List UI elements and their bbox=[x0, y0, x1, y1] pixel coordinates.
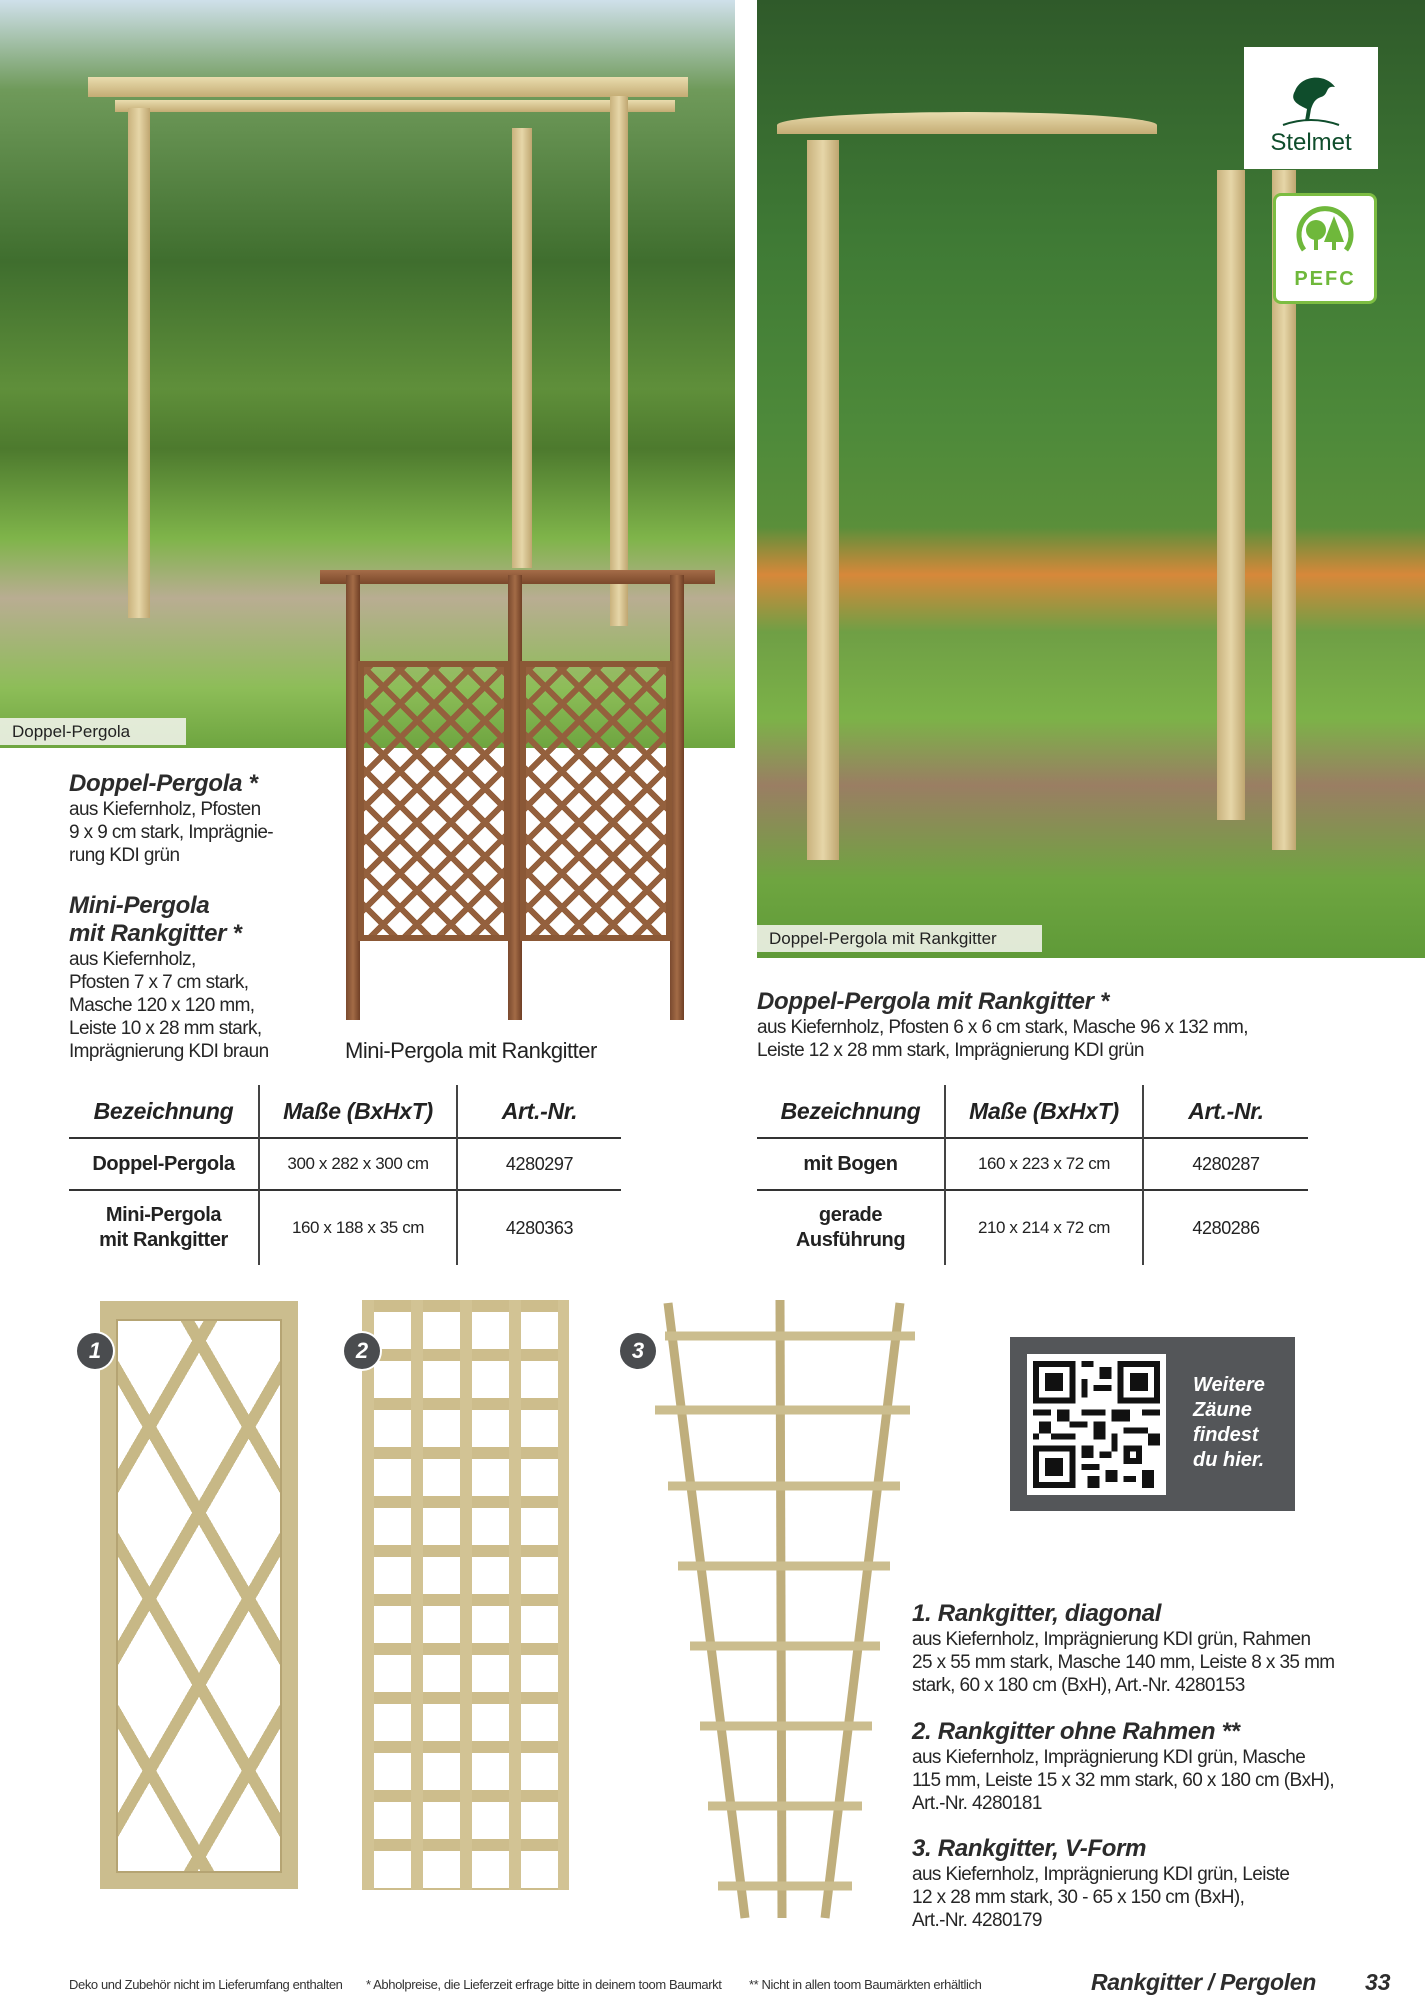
number-badge: 1 bbox=[77, 1333, 113, 1369]
mini-pergola-post bbox=[670, 575, 684, 1020]
qr-text-line: Zäune bbox=[1193, 1399, 1252, 1421]
product-desc-line: rung KDI grün bbox=[69, 845, 180, 866]
mini-pergola-lattice bbox=[520, 661, 672, 941]
cell-name-line: Mini-Pergola bbox=[105, 1204, 222, 1226]
cell-dims: 160 x 223 x 72 cm bbox=[945, 1138, 1143, 1190]
pefc-label: PEFC bbox=[1294, 268, 1356, 290]
cell-art-nr: 4280363 bbox=[457, 1190, 621, 1265]
trellis-title: 1. Rankgitter, diagonal bbox=[912, 1600, 1162, 1627]
cell-name-line: gerade bbox=[818, 1204, 883, 1226]
spec-table-right bbox=[757, 1085, 1308, 1265]
qr-code-icon bbox=[1033, 1360, 1160, 1489]
number-badge: 2 bbox=[344, 1333, 380, 1369]
trellis-desc-line: 115 mm, Leiste 15 x 32 mm stark, 60 x 180 cm (BxH), bbox=[912, 1770, 1335, 1791]
trellis-desc-line: aus Kiefernholz, Imprägnierung KDI grün, Masche bbox=[912, 1747, 1306, 1768]
product-desc-line: 9 x 9 cm stark, Imprägnie- bbox=[69, 822, 274, 843]
product-desc-line: Leiste 10 x 28 mm stark, bbox=[69, 1018, 262, 1039]
qr-code[interactable] bbox=[1027, 1354, 1166, 1495]
product-doppel-pergola bbox=[69, 770, 273, 867]
col-header: Maße (BxHxT) bbox=[945, 1085, 1143, 1138]
product-desc-line: Pfosten 7 x 7 cm stark, bbox=[69, 972, 249, 993]
product-desc-line: aus Kiefernholz, Pfosten bbox=[69, 799, 261, 820]
pergola-post bbox=[128, 108, 150, 618]
spec-table-left bbox=[69, 1085, 621, 1265]
cell-name-line: Ausführung bbox=[795, 1229, 906, 1251]
footer-note-availability: ** Nicht in allen toom Baumärkten erhältlich bbox=[749, 1977, 982, 1992]
section-title: Rankgitter / Pergolen bbox=[1091, 1969, 1317, 1995]
trellis-desc-line: stark, 60 x 180 cm (BxH), Art.-Nr. 4280153 bbox=[912, 1675, 1245, 1696]
photo-caption-doppel-pergola: Doppel-Pergola bbox=[0, 718, 186, 745]
pefc-logo bbox=[1273, 193, 1377, 304]
product-title: Doppel-Pergola mit Rankgitter * bbox=[757, 988, 1110, 1015]
table-row bbox=[757, 1138, 1308, 1190]
product-desc-line: Leiste 12 x 28 mm stark, Imprägnierung KDI grün bbox=[757, 1040, 1144, 1061]
cell-dims: 300 x 282 x 300 cm bbox=[259, 1138, 457, 1190]
arch-post bbox=[1217, 170, 1245, 820]
trellis-desc-line: aus Kiefernholz, Imprägnierung KDI grün, Leiste bbox=[912, 1864, 1290, 1885]
table-row bbox=[69, 1138, 621, 1190]
cell-art-nr: 4280287 bbox=[1143, 1138, 1308, 1190]
tree-icon bbox=[1281, 71, 1341, 127]
col-header: Bezeichnung bbox=[780, 1097, 921, 1124]
product-title: Mini-Pergola bbox=[69, 892, 210, 919]
cell-art-nr: 4280297 bbox=[457, 1138, 621, 1190]
table-row bbox=[69, 1190, 621, 1265]
product-title: mit Rankgitter * bbox=[69, 920, 242, 947]
col-header: Art.-Nr. bbox=[457, 1085, 621, 1138]
qr-code-panel[interactable] bbox=[1010, 1337, 1295, 1511]
trellis-title: 3. Rankgitter, V-Form bbox=[912, 1835, 1147, 1862]
trellis-square-image bbox=[362, 1300, 569, 1890]
trellis-desc-line: 12 x 28 mm stark, 30 - 65 x 150 cm (BxH), bbox=[912, 1887, 1245, 1908]
product-desc-line: Imprägnierung KDI braun bbox=[69, 1041, 269, 1062]
cell-dims: 210 x 214 x 72 cm bbox=[945, 1190, 1143, 1265]
qr-text-line: du hier. bbox=[1193, 1449, 1265, 1471]
product-doppel-pergola-rankgitter bbox=[757, 988, 1248, 1062]
trellis-desc-line: aus Kiefernholz, Imprägnierung KDI grün, Rahmen bbox=[912, 1629, 1311, 1650]
trellis-v-form-image bbox=[650, 1298, 920, 1923]
col-header: Bezeichnung bbox=[93, 1097, 234, 1124]
cell-name-line: mit Rankgitter bbox=[99, 1229, 228, 1251]
product-desc-line: aus Kiefernholz, bbox=[69, 949, 196, 970]
cell-name bbox=[69, 1190, 259, 1265]
trellis-desc-line: 25 x 55 mm stark, Masche 140 mm, Leiste 8 x 35 mm bbox=[912, 1652, 1335, 1673]
trellis-desc-line: Art.-Nr. 4280181 bbox=[912, 1793, 1042, 1814]
col-header: Art.-Nr. bbox=[1143, 1085, 1308, 1138]
arch-beam bbox=[777, 112, 1157, 134]
cell-art-nr: 4280286 bbox=[1143, 1190, 1308, 1265]
mini-pergola-image bbox=[320, 555, 715, 1025]
photo-caption-doppel-pergola-rankgitter: Doppel-Pergola mit Rankgitter bbox=[757, 925, 1042, 952]
stelmet-logo bbox=[1244, 47, 1378, 169]
qr-call-to-action bbox=[1193, 1373, 1265, 1473]
qr-text-line: findest bbox=[1193, 1424, 1259, 1446]
trellis-item-3 bbox=[912, 1835, 1352, 1932]
trellis-item-1 bbox=[912, 1600, 1352, 1697]
trellis-desc-line: Art.-Nr. 4280179 bbox=[912, 1910, 1042, 1931]
pergola-beam bbox=[115, 100, 675, 112]
stelmet-brand-name: Stelmet bbox=[1270, 129, 1352, 156]
trellis-diagonal-image bbox=[100, 1301, 298, 1889]
number-badge: 3 bbox=[620, 1333, 656, 1369]
arch-post bbox=[807, 140, 839, 860]
product-desc-line: Masche 120 x 120 mm, bbox=[69, 995, 255, 1016]
pergola-post bbox=[512, 128, 532, 568]
pergola-beam bbox=[88, 77, 688, 97]
product-mini-pergola bbox=[69, 892, 269, 1063]
footer-note-deko: Deko und Zubehör nicht im Lieferumfang enthalten bbox=[69, 1977, 343, 1992]
caption-mini-pergola: Mini-Pergola mit Rankgitter bbox=[345, 1038, 597, 1063]
cell-dims: 160 x 188 x 35 cm bbox=[259, 1190, 457, 1265]
cell-name: mit Bogen bbox=[757, 1138, 945, 1190]
trellis-item-2 bbox=[912, 1718, 1352, 1815]
product-desc-line: aus Kiefernholz, Pfosten 6 x 6 cm stark, Masche 96 x 132 mm, bbox=[757, 1017, 1248, 1038]
pefc-trees-icon bbox=[1294, 206, 1356, 264]
col-header: Maße (BxHxT) bbox=[259, 1085, 457, 1138]
pergola-post bbox=[610, 96, 628, 626]
page-number: 33 bbox=[1365, 1969, 1391, 1995]
product-title: Doppel-Pergola * bbox=[69, 770, 258, 797]
trellis-title: 2. Rankgitter ohne Rahmen ** bbox=[912, 1718, 1240, 1745]
qr-text-line: Weitere bbox=[1193, 1374, 1265, 1396]
cell-name bbox=[757, 1190, 945, 1265]
footer-note-abholpreise: * Abholpreise, die Lieferzeit erfrage bitte in deinem toom Baumarkt bbox=[366, 1977, 722, 1992]
table-row bbox=[757, 1190, 1308, 1265]
cell-name: Doppel-Pergola bbox=[69, 1138, 259, 1190]
mini-pergola-lattice bbox=[358, 661, 510, 941]
